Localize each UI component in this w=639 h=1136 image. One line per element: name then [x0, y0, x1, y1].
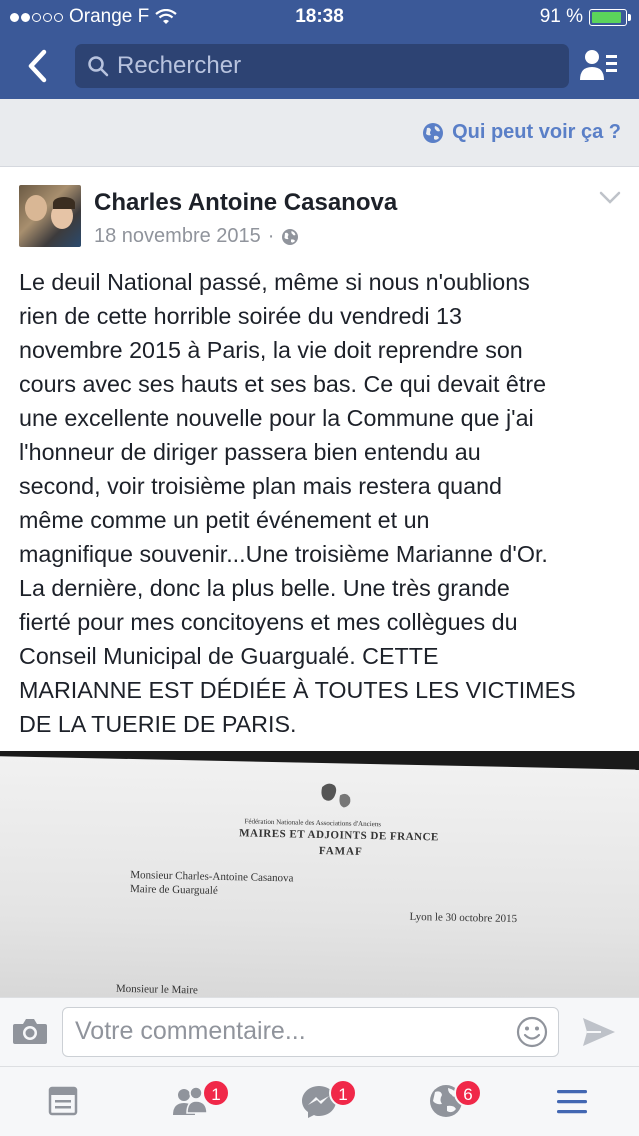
search-icon: [87, 55, 109, 77]
post-text-line: MARIANNE EST DÉDIÉE À TOUTES LES VICTIMES: [19, 677, 576, 703]
privacy-bar: [0, 99, 639, 167]
marianne-logo-icon: [318, 781, 359, 816]
sticker-smiley-icon[interactable]: [516, 1016, 548, 1048]
globe-icon: [422, 122, 444, 144]
post-text-line: rien de cette horrible soirée du vendredi 13: [19, 303, 462, 329]
post-text-line: même comme un petit événement et un: [19, 507, 430, 533]
comment-placeholder: Votre commentaire...: [75, 1017, 306, 1045]
post-text-line: cours avec ses hauts et ses bas. Ce qui devait être: [19, 371, 547, 397]
clock: 18:38: [295, 6, 344, 27]
search-placeholder: Rechercher: [117, 52, 242, 79]
menu-icon[interactable]: [552, 1081, 592, 1121]
letter-recipient: Monsieur Charles-Antoine Casanova: [130, 869, 294, 885]
privacy-link[interactable]: [422, 121, 621, 144]
post-text-line: Le deuil National passé, même si nous n'oublions: [19, 269, 530, 295]
post-photo[interactable]: [0, 751, 639, 997]
letter-org: MAIRES ET ADJOINTS DE FRANCE: [239, 827, 439, 844]
post-meta: [94, 225, 299, 248]
battery-status: [540, 6, 627, 28]
friend-requests-badge: 1: [202, 1079, 230, 1107]
battery-percent: 91 %: [539, 6, 583, 27]
comment-bar: [0, 997, 639, 1066]
post-text-line: fierté pour mes concitoyens et mes collègues du: [19, 609, 518, 635]
privacy-label: Qui peut voir ça ?: [452, 121, 621, 143]
post-text-line: magnifique souvenir...Une troisième Marianne d'Or.: [19, 541, 548, 567]
notifications-badge: 6: [454, 1079, 482, 1107]
nav-bar: [0, 34, 639, 99]
post-text-line: second, voir troisième plan mais restera quand: [19, 473, 503, 499]
carrier-name: Orange F: [69, 6, 150, 27]
post-text-line: une excellente nouvelle pour la Commune que j'ai: [19, 405, 534, 431]
post-text-line: Conseil Municipal de Guargualé. CETTE: [19, 643, 439, 669]
post-text-line: DE LA TUERIE DE PARIS.: [19, 711, 297, 737]
meta-separator: ·: [267, 225, 275, 247]
letter-document: [0, 756, 639, 997]
author-name[interactable]: Charles Antoine Casanova: [94, 189, 398, 216]
public-globe-icon: [281, 228, 299, 246]
status-bar: [0, 0, 639, 34]
letter-date: Lyon le 30 octobre 2015: [409, 910, 518, 926]
search-input[interactable]: [75, 44, 569, 88]
letter-salutation: Monsieur le Maire: [115, 982, 198, 997]
letter-recipient-title: Maire de Guargualé: [129, 883, 218, 897]
chevron-down-icon[interactable]: [599, 191, 621, 205]
tab-bar: [0, 1066, 639, 1136]
camera-icon[interactable]: [12, 1016, 48, 1046]
letter-org-small: Fédération Nationale des Associations d'Anciens: [244, 817, 382, 829]
post-text-line: La dernière, donc la plus belle. Une très grande: [19, 575, 510, 601]
battery-icon: [589, 9, 627, 26]
comment-input[interactable]: [62, 1007, 559, 1057]
post-text: [19, 265, 624, 741]
send-icon[interactable]: [581, 1016, 617, 1048]
messages-badge: 1: [329, 1079, 357, 1107]
post-text-line: novembre 2015 à Paris, la vie doit reprendre son: [19, 337, 523, 363]
friend-requests-icon[interactable]: [579, 48, 619, 84]
top-header: [0, 0, 639, 99]
news-feed-icon[interactable]: [43, 1081, 83, 1121]
chevron-left-icon[interactable]: [22, 46, 52, 86]
avatar[interactable]: [19, 185, 81, 247]
post-date[interactable]: 18 novembre 2015: [94, 225, 261, 247]
post-text-line: l'honneur de diriger passera bien entendu au: [19, 439, 481, 465]
letter-acronym: FAMAF: [318, 844, 363, 858]
